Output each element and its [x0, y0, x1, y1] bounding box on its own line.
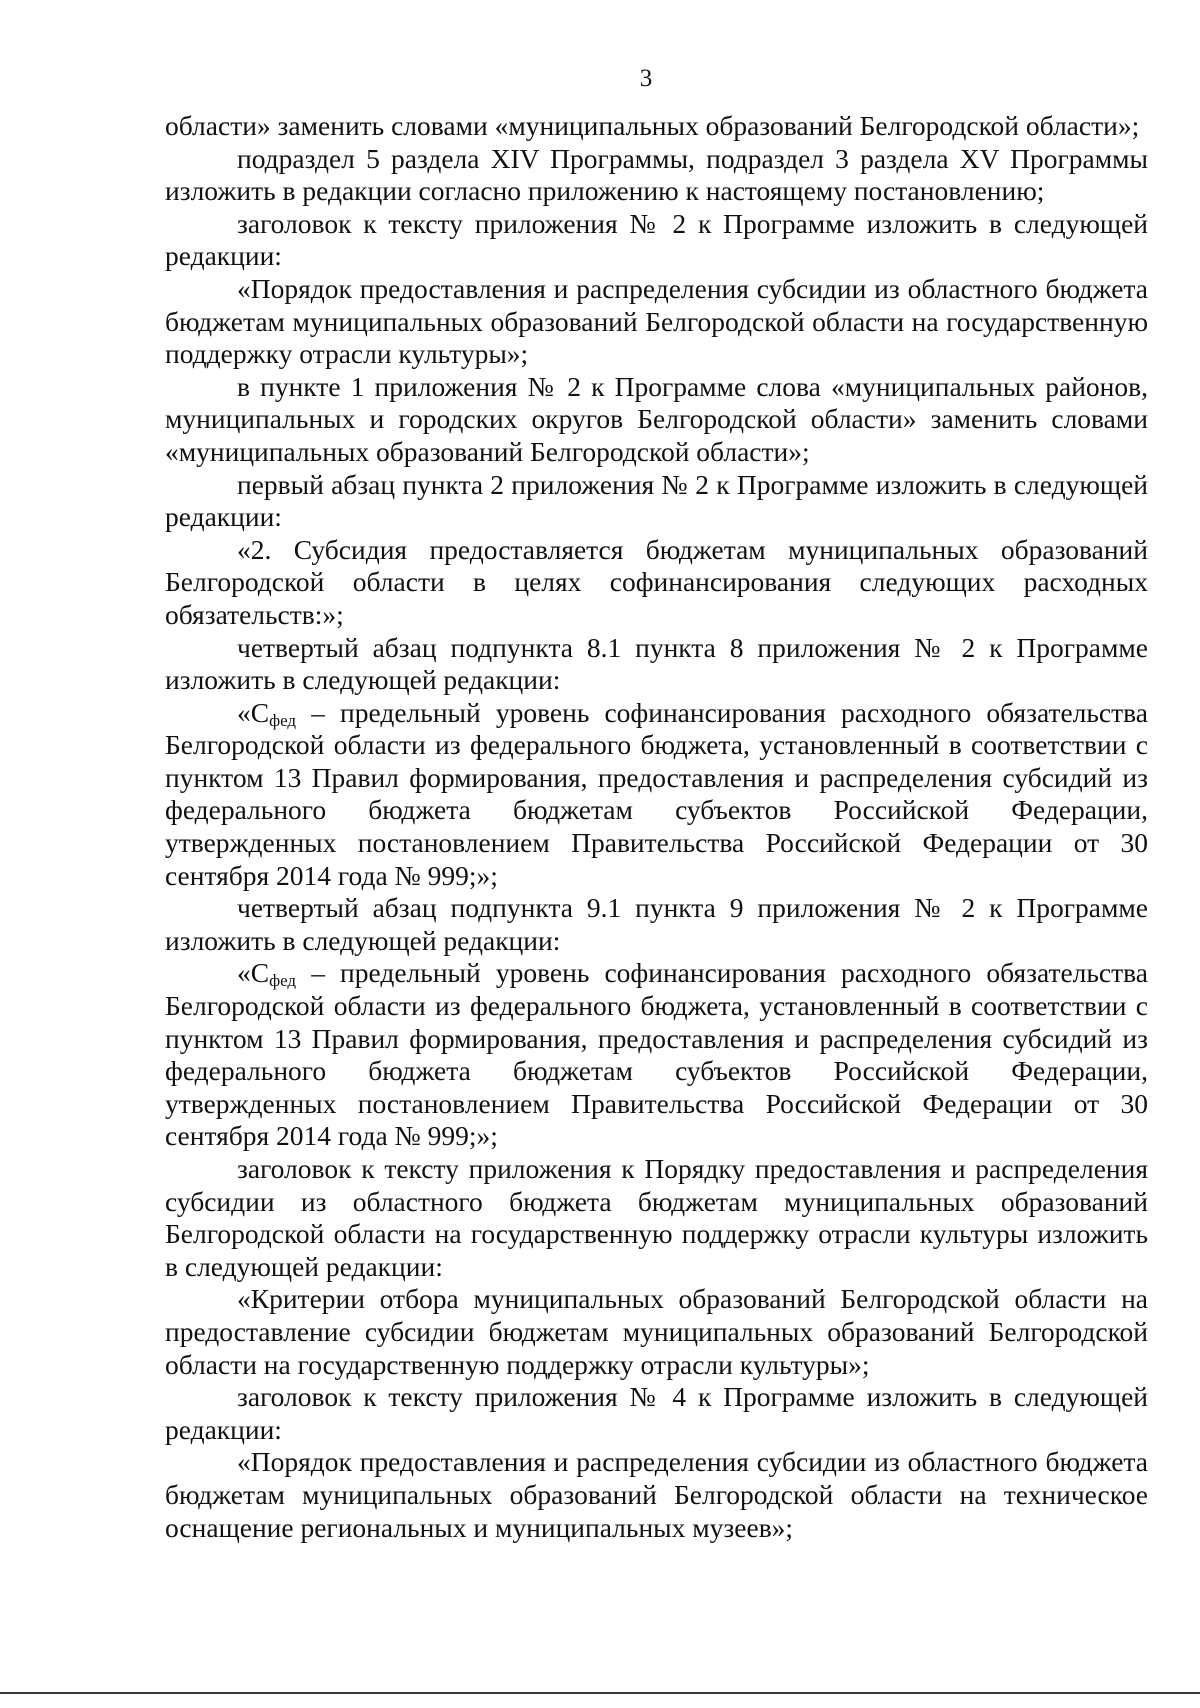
paragraph-12: заголовок к тексту приложения к Порядку предоставления и распределения субсидии из областного бюджета бюджетам муниципальных образований Белгородской области на государственную поддержку отрасли культуры изложить в следующей редакции: [165, 1153, 1148, 1282]
paragraph-11-text: – предельный уровень софинансирования расходного обязательства Белгородской области из федерального бюджета, установленный в соответствии с пунктом 13 Правил формирования, предоставления и распределения субсидий из федерального бюджета бюджетам субъектов Российской Федерации, утвержденных постановлением Правительства Российской Федерации от 30 сентября 2014 года № 999;»; [165, 957, 1148, 1152]
paragraph-5: в пункте 1 приложения № 2 к Программе слова «муниципальных районов, муниципальных и городских округов Белгородской области» заменить словами «муниципальных образований Белгородской области»; [165, 370, 1148, 467]
paragraph-13: «Критерии отбора муниципальных образований Белгородской области на предоставление субсидии бюджетам муниципальных образований Белгородской области на государственную поддержку отрасли культуры»; [165, 1283, 1148, 1380]
paragraph-7: «2. Субсидия предоставляется бюджетам муниципальных образований Белгородской области в целях софинансирования следующих расходных обязательств:»; [165, 533, 1148, 630]
formula-symbol: «С [237, 696, 270, 728]
paragraph-15: «Порядок предоставления и распределения субсидии из областного бюджета бюджетам муниципальных образований Белгородской области на техническое оснащение региональных и муниципальных музеев»; [165, 1446, 1148, 1543]
formula-symbol: «С [237, 957, 270, 989]
paragraph-4: «Порядок предоставления и распределения субсидии из областного бюджета бюджетам муниципальных образований Белгородской области на государственную поддержку отрасли культуры»; [165, 272, 1148, 370]
paragraph-1: области» заменить словами «муниципальных образований Белгородской области»; [165, 110, 1140, 141]
paragraph-9 [165, 697, 1148, 893]
paragraph-11 [165, 957, 1148, 1153]
document-body [165, 110, 1148, 1544]
paragraph-8: четвертый абзац подпункта 8.1 пункта 8 приложения № 2 к Программе изложить в следующей редакции: [165, 631, 1148, 696]
paragraph-6: первый абзац пункта 2 приложения № 2 к Программе изложить в следующей редакции: [165, 468, 1148, 533]
page-number: 3 [639, 65, 653, 92]
paragraph-14: заголовок к тексту приложения № 4 к Программе изложить в следующей редакции: [165, 1381, 1148, 1445]
paragraph-10: четвертый абзац подпункта 9.1 пункта 9 приложения № 2 к Программе изложить в следующей редакции: [165, 892, 1148, 956]
scan-edge-line [0, 1692, 1200, 1694]
paragraph-2: подраздел 5 раздела XIV Программы, подраздел 3 раздела XV Программы изложить в редакции согласно приложению к настоящему постановлению; [165, 142, 1148, 207]
formula-subscript: фед [269, 971, 297, 991]
paragraph-3: заголовок к тексту приложения № 2 к Программе изложить в следующей редакции: [165, 207, 1148, 272]
paragraph-9-text: – предельный уровень софинансирования расходного обязательства Белгородской области из федерального бюджета, установленный в соответствии с пунктом 13 Правил формирования, предоставления и распределения субсидий из федерального бюджета бюджетам субъектов Российской Федерации, утвержденных постановлением Правительства Российской Федерации от 30 сентября 2014 года № 999;»; [165, 696, 1148, 891]
formula-subscript: фед [269, 710, 297, 730]
